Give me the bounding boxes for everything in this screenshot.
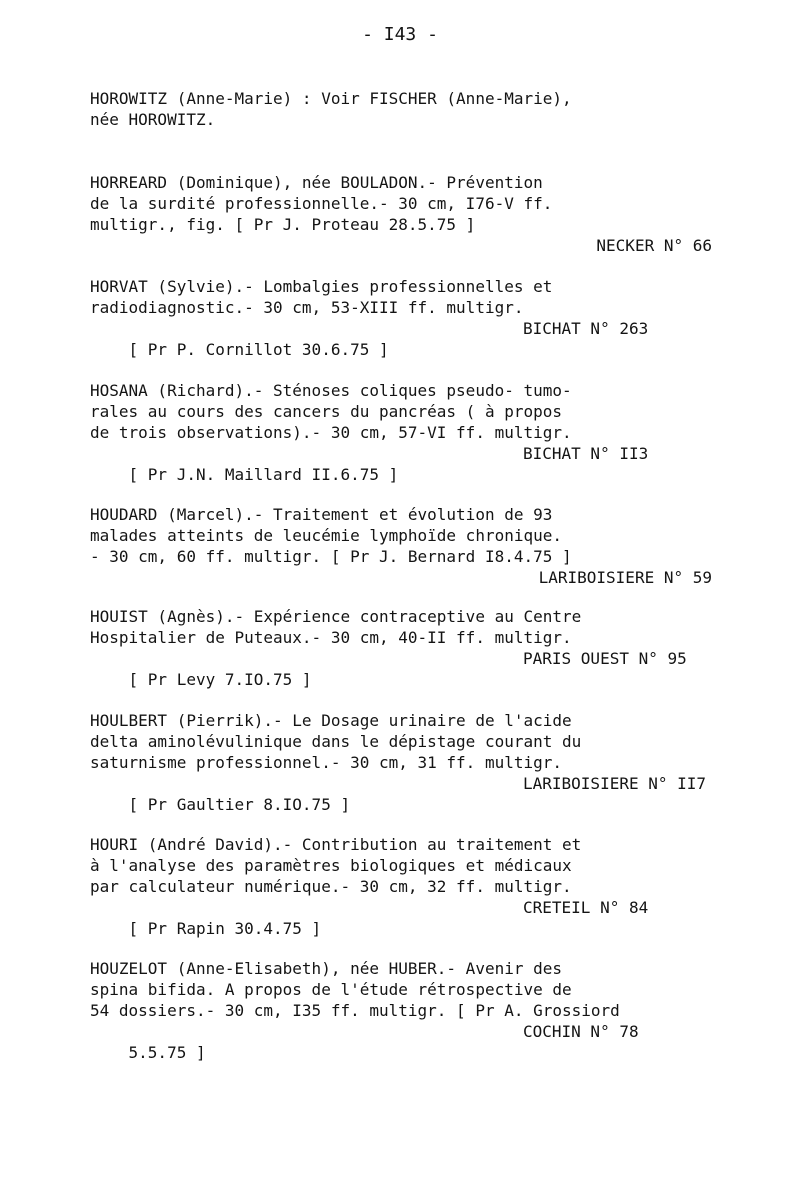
entry-last-line: [90, 318, 730, 359]
entry-location: COCHIN N° 78: [523, 1022, 639, 1041]
entry-last-line: [90, 648, 730, 689]
entry-location: LARIBOISIERE N° 59: [538, 568, 712, 587]
entry-horvat: [90, 276, 730, 359]
entry-line: née HOROWITZ.: [90, 110, 216, 129]
page-number: - I43 -: [362, 24, 438, 45]
entry-line: saturnisme professionnel.- 30 cm, 31 ff. multigr.: [90, 753, 563, 772]
entry-line: HOUIST (Agnès).- Expérience contraceptive au Centre: [90, 607, 582, 626]
entry-houdard: [90, 504, 730, 588]
entry-houist: [90, 606, 730, 689]
entry-last-line: [90, 773, 730, 814]
entry-location: BICHAT N° 263: [523, 319, 649, 338]
entry-line: spina bifida. A propos de l'étude rétrospective de: [90, 980, 572, 999]
entry-line: delta aminolévulinique dans le dépistage courant du: [90, 732, 582, 751]
entry-line: par calculateur numérique.- 30 cm, 32 ff. multigr.: [90, 877, 572, 896]
entry-line: HORREARD (Dominique), née BOULADON.- Prévention: [90, 173, 543, 192]
entry-line: radiodiagnostic.- 30 cm, 53-XIII ff. multigr.: [90, 298, 524, 317]
entry-last-line: [90, 897, 730, 938]
entry-line: HOURI (André David).- Contribution au traitement et: [90, 835, 582, 854]
entry-line: HOSANA (Richard).- Sténoses coliques pseudo- tumo-: [90, 381, 572, 400]
entry-horreard: [90, 172, 730, 256]
entry-horowitz: [90, 88, 730, 130]
entry-line: HOROWITZ (Anne-Marie) : Voir FISCHER (Anne-Marie),: [90, 89, 572, 108]
entry-line: de trois observations).- 30 cm, 57-VI ff. multigr.: [90, 423, 572, 442]
entry-line: HOULBERT (Pierrik).- Le Dosage urinaire de l'acide: [90, 711, 572, 730]
entry-houri: [90, 834, 730, 938]
entry-line: malades atteints de leucémie lymphoïde chronique.: [90, 526, 563, 545]
entry-line: rales au cours des cancers du pancréas ( à propos: [90, 402, 563, 421]
entry-director: [ Pr Gaultier 8.IO.75 ]: [128, 795, 351, 814]
entry-line: HOUDARD (Marcel).- Traitement et évolution de 93: [90, 505, 553, 524]
entry-line: Hospitalier de Puteaux.- 30 cm, 40-II ff. multigr.: [90, 628, 572, 647]
entry-houlbert: [90, 710, 730, 814]
entry-hosana: [90, 380, 730, 484]
entry-houzelot: [90, 958, 730, 1062]
entry-location: NECKER N° 66: [596, 236, 712, 255]
entry-line: - 30 cm, 60 ff. multigr. [ Pr J. Bernard I8.4.75 ]: [90, 547, 572, 566]
entry-director: [ Pr P. Cornillot 30.6.75 ]: [128, 340, 389, 359]
entry-location: LARIBOISIERE N° II7: [523, 774, 707, 793]
entry-last-line: [90, 1021, 730, 1062]
entry-line: de la surdité professionnelle.- 30 cm, I76-V ff.: [90, 194, 553, 213]
entry-line: HOUZELOT (Anne-Elisabeth), née HUBER.- Avenir des: [90, 959, 563, 978]
entry-last-line: [90, 443, 730, 484]
entry-director: [ Pr Rapin 30.4.75 ]: [128, 919, 322, 938]
entry-director: [ Pr Levy 7.IO.75 ]: [128, 670, 312, 689]
entry-director: 5.5.75 ]: [128, 1043, 206, 1062]
entry-line: multigr., fig. [ Pr J. Proteau 28.5.75 ]: [90, 215, 476, 234]
entry-location: BICHAT N° II3: [523, 444, 649, 463]
entry-location: CRETEIL N° 84: [523, 898, 649, 917]
entry-location: PARIS OUEST N° 95: [523, 649, 687, 668]
entry-director: [ Pr J.N. Maillard II.6.75 ]: [128, 465, 399, 484]
entry-line: 54 dossiers.- 30 cm, I35 ff. multigr. [ Pr A. Grossiord: [90, 1001, 620, 1020]
entry-line: à l'analyse des paramètres biologiques et médicaux: [90, 856, 572, 875]
entry-line: HORVAT (Sylvie).- Lombalgies professionnelles et: [90, 277, 553, 296]
